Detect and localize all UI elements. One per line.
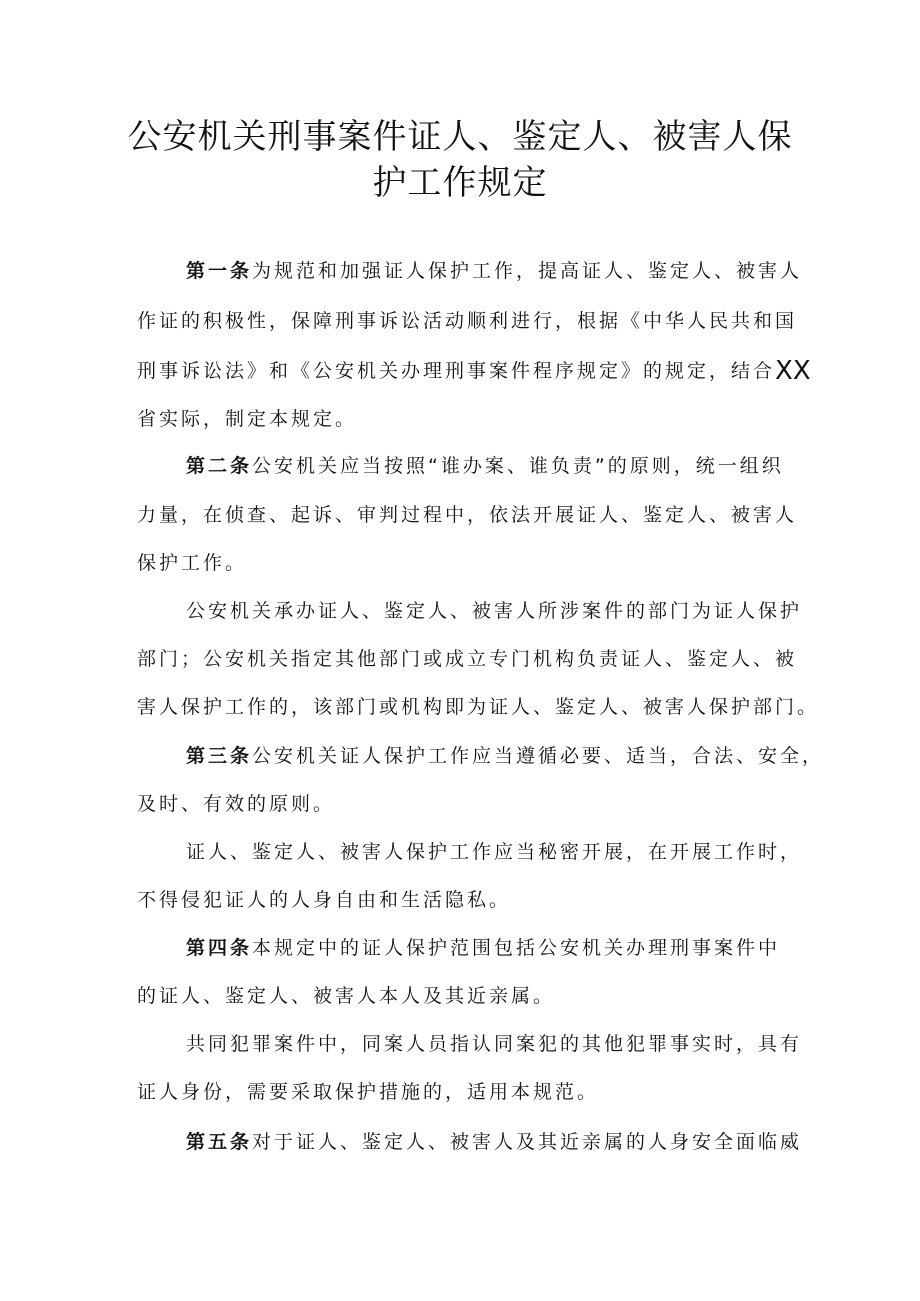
article-2-para-2-line-1: 公安机关承办证人、鉴定人、被害人所涉案件的部门为证人保护 (186, 600, 803, 622)
article-1-heading: 第一条 (186, 260, 253, 282)
article-3-heading: 第三条 (186, 745, 253, 767)
article-2-text: 公安机关应当按照“谁办案、谁负责”的原则，统一组织 (252, 455, 784, 477)
article-3-line-2: 及时、有效的原则。 (137, 793, 336, 815)
article-3-para-2-line-1: 证人、鉴定人、被害人保护工作应当秘密开展，在开展工作时， (186, 841, 803, 863)
article-2-line-3: 保护工作。 (137, 552, 248, 574)
article-1-line-4: 省实际，制定本规定。 (137, 408, 358, 430)
article-4-text: 本规定中的证人保护范围包括公安机关办理刑事案件中 (252, 937, 781, 959)
document-title-line-1: 公安机关刑事案件证人、鉴定人、被害人保 (127, 117, 793, 157)
article-2-line-2: 力量，在侦查、起诉、审判过程中，依法开展证人、鉴定人、被害人 (137, 504, 798, 526)
article-5-text: 对于证人、鉴定人、被害人及其近亲属的人身安全面临威 (252, 1131, 803, 1153)
document-title-line-2: 护工作规定 (372, 163, 548, 203)
article-4-line-2: 的证人、鉴定人、被害人本人及其近亲属。 (137, 985, 556, 1007)
article-5-heading: 第五条 (186, 1131, 253, 1153)
article-3-line-1 (186, 741, 825, 771)
article-1-text: 为规范和加强证人保护工作，提高证人、鉴定人、被害人 (252, 260, 803, 282)
article-1-line-3-text: 刑事诉讼法》和《公安机关办理刑事案件程序规定》的规定，结合 (137, 360, 776, 382)
article-5-line-1 (186, 1127, 803, 1157)
article-2-line-1 (186, 451, 797, 481)
province-placeholder: XX (775, 356, 811, 386)
article-4-line-1 (186, 933, 797, 963)
article-3-text: 公安机关证人保护工作应当遵循必要、适当，合法、安全， (252, 745, 825, 767)
article-2-para-2-line-3: 害人保护工作的，该部门或机构即为证人、鉴定人、被害人保护部门。 (137, 696, 820, 718)
article-1-line-2: 作证的积极性，保障刑事诉讼活动顺利进行，根据《中华人民共和国 (137, 310, 798, 332)
article-2-heading: 第二条 (186, 455, 253, 477)
article-3-para-2-line-2: 不得侵犯证人的人身自由和生活隐私。 (137, 889, 512, 911)
article-1-line-3 (137, 356, 811, 386)
article-1-line-1 (186, 256, 803, 286)
article-4-para-2-line-2: 证人身份，需要采取保护措施的，适用本规范。 (137, 1081, 600, 1103)
article-2-para-2-line-2: 部门；公安机关指定其他部门或成立专门机构负责证人、鉴定人、被 (137, 648, 798, 670)
article-4-para-2-line-1: 共同犯罪案件中，同案人员指认同案犯的其他犯罪事实时，具有 (186, 1033, 803, 1055)
article-4-heading: 第四条 (186, 937, 253, 959)
